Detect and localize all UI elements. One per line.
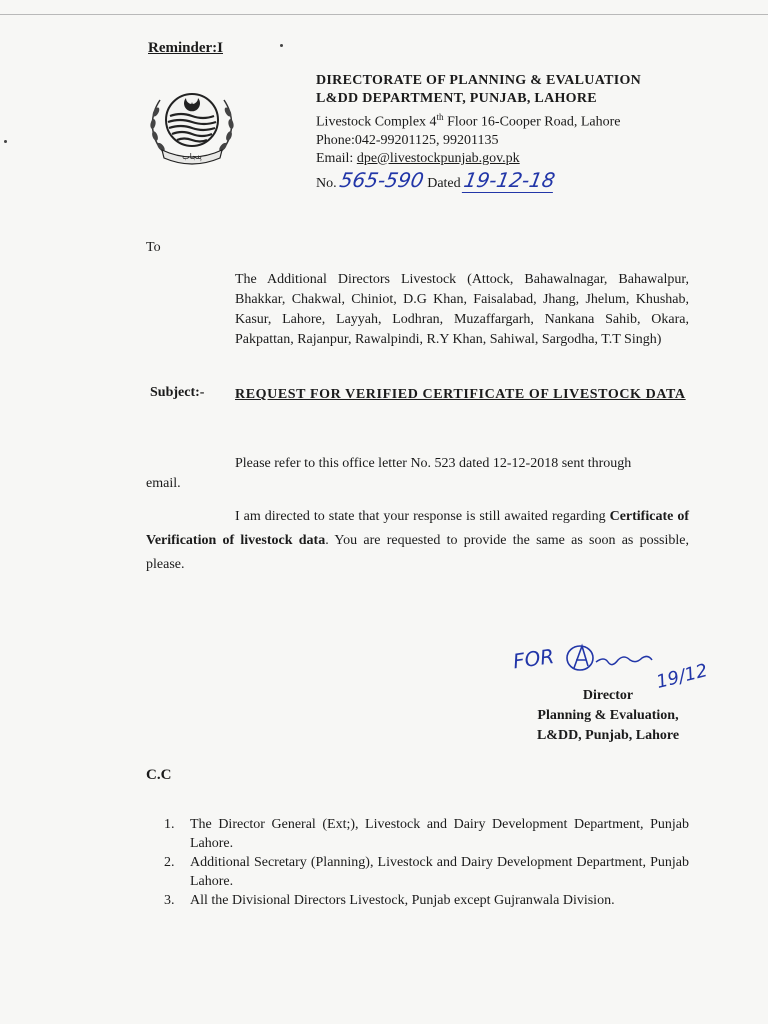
cc-list xyxy=(164,815,689,910)
reminder-label: Reminder:I xyxy=(148,40,223,56)
scan-top-edge xyxy=(0,14,768,15)
signatory-office: Planning & Evaluation, xyxy=(537,708,679,723)
phone-numbers: Phone:042-99201125, 99201135 xyxy=(316,132,499,148)
cc-item: 1. The Director General (Ext;), Livestock and Dairy Development Department, Punjab Lahore. xyxy=(164,817,689,851)
svg-text:FOR: FOR xyxy=(512,643,556,674)
body-paragraph-1-end: email. xyxy=(146,476,181,491)
handwritten-letter-date: 19-12-18 xyxy=(462,168,558,192)
department-name: L&DD DEPARTMENT, PUNJAB, LAHORE xyxy=(316,91,597,106)
body-paragraph-1: Please refer to this office letter No. 523 dated 12-12-2018 sent through xyxy=(235,456,632,471)
email-link[interactable]: dpe@livestockpunjab.gov.pk xyxy=(356,150,520,166)
email-line: Email: dpe@livestockpunjab.gov.pk xyxy=(316,150,520,166)
letterhead xyxy=(316,72,641,168)
signatory-title: Director xyxy=(582,688,634,703)
signatory-department: L&DD, Punjab, Lahore xyxy=(536,728,680,743)
body-paragraph-2: I am directed to state that your response is still awaited regarding Certificate of Verification of livestock data. You are requested to provide the same as soon as possible, please. xyxy=(146,509,689,572)
org-name: DIRECTORATE OF PLANNING & EVALUATION xyxy=(316,73,642,88)
scan-speck xyxy=(280,44,283,47)
signatory-block xyxy=(500,686,716,746)
cc-item: 3. All the Divisional Directors Livestock, Punjab except Gujranwala Division. xyxy=(164,893,615,908)
office-address: Livestock Complex 4th Floor 16-Cooper Road, Lahore xyxy=(316,112,621,130)
addressee: The Additional Directors Livestock (Attock, Bahawalnagar, Bahawalpur, Bhakkar, Chakwal, Chiniot, D.G Khan, Faisalabad, Jhang, Jhelum, Khushab, Kasur, Lahore, Layyah, Lodhran, Muzaffargarh, Nankana Sahib, Okara, Pakpattan, Rajanpur, Rawalpindi, R.Y Khan, Sahiwal, Sargodha, T.T Singh) xyxy=(235,272,689,347)
scan-speck xyxy=(4,140,7,143)
punjab-emblem-icon xyxy=(146,86,238,166)
subject-text: REQUEST FOR VERIFIED CERTIFICATE OF LIVESTOCK DATA xyxy=(235,387,686,402)
to-label: To xyxy=(146,240,161,255)
cc-item: 2. Additional Secretary (Planning), Livestock and Dairy Development Department, Punjab Lahore. xyxy=(164,855,689,889)
subject-label: Subject:- xyxy=(150,385,205,400)
letter-reference: No. 565-590 Dated 19-12-18 xyxy=(316,168,558,192)
signature-date: 19/12 xyxy=(654,660,710,693)
svg-text:پنجاب: پنجاب xyxy=(182,152,202,161)
handwritten-letter-number: 565-590 xyxy=(338,168,426,192)
cc-label: C.C xyxy=(146,767,172,783)
